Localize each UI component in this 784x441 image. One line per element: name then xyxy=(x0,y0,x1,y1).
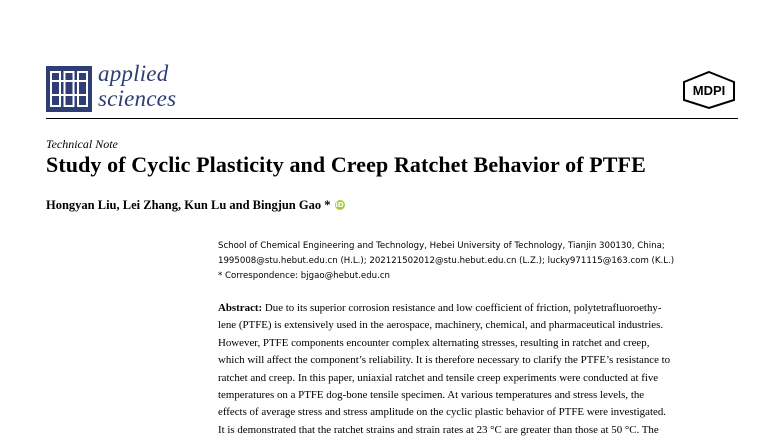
abstract-line-6: temperatures on a PTFE dog-bone tensile specimen. At various temperatures and stress levels, the xyxy=(218,389,645,402)
author-list xyxy=(46,198,345,213)
abstract-line-1 xyxy=(218,300,738,317)
affiliation-line: School of Chemical Engineering and Technology, Hebei University of Technology, Tianjin 300130, China; xyxy=(218,241,665,251)
affiliation-block xyxy=(218,239,738,284)
journal-name xyxy=(98,61,176,111)
corresponding-mark: * xyxy=(324,198,331,212)
affiliation-emails: 1995008@stu.hebut.edu.cn (H.L.); 202121502012@stu.hebut.edu.cn (L.Z.); lucky971115@163.com (K.L.) xyxy=(218,256,675,266)
article-type: Technical Note xyxy=(46,137,118,151)
abstract-line-8: It is demonstrated that the ratchet strains and strain rates at 23 °C are greater than those at 50 °C. The xyxy=(218,423,659,436)
abstract-line-4: which will affect the component’s reliability. It is therefore necessary to clarify the PTFE’s resistance to xyxy=(218,354,671,367)
abstract-line-5: ratchet and creep. In this paper, uniaxial ratchet and tensile creep experiments were conducted at five xyxy=(218,371,659,384)
orcid-icon[interactable]: iD xyxy=(335,201,344,209)
abstract xyxy=(218,300,738,439)
mdpi-logo-icon xyxy=(680,70,738,110)
abstract-line-1-text: Due to its superior corrosion resistance and low coefficient of friction, polytetrafluoroethy- xyxy=(262,302,662,314)
abstract-label: Abstract: xyxy=(218,302,263,314)
abstract-line-7: effects of average stress and stress amplitude on the cyclic plastic behavior of PTFE were investigated. xyxy=(218,406,666,419)
abstract-line-3: However, PTFE components encounter complex alternating stresses, resulting in ratchet and creep, xyxy=(218,336,650,349)
authors-text: Hongyan Liu, Lei Zhang, Kun Lu and Bingjun Gao xyxy=(46,198,322,212)
mdpi-logo-text: MDPI xyxy=(692,83,726,98)
header-divider xyxy=(46,118,738,119)
correspondence-line: * Correspondence: bjgao@hebut.edu.cn xyxy=(218,271,391,281)
article-title: Study of Cyclic Plasticity and Creep Ratchet Behavior of PTFE xyxy=(46,152,646,177)
journal-logo-icon xyxy=(46,66,92,112)
abstract-line-2: lene (PTFE) is extensively used in the aerospace, machinery, chemical, and pharmaceutical industries. xyxy=(218,319,664,332)
journal-name-line1: applied xyxy=(98,61,169,86)
journal-name-line2: sciences xyxy=(98,86,177,111)
